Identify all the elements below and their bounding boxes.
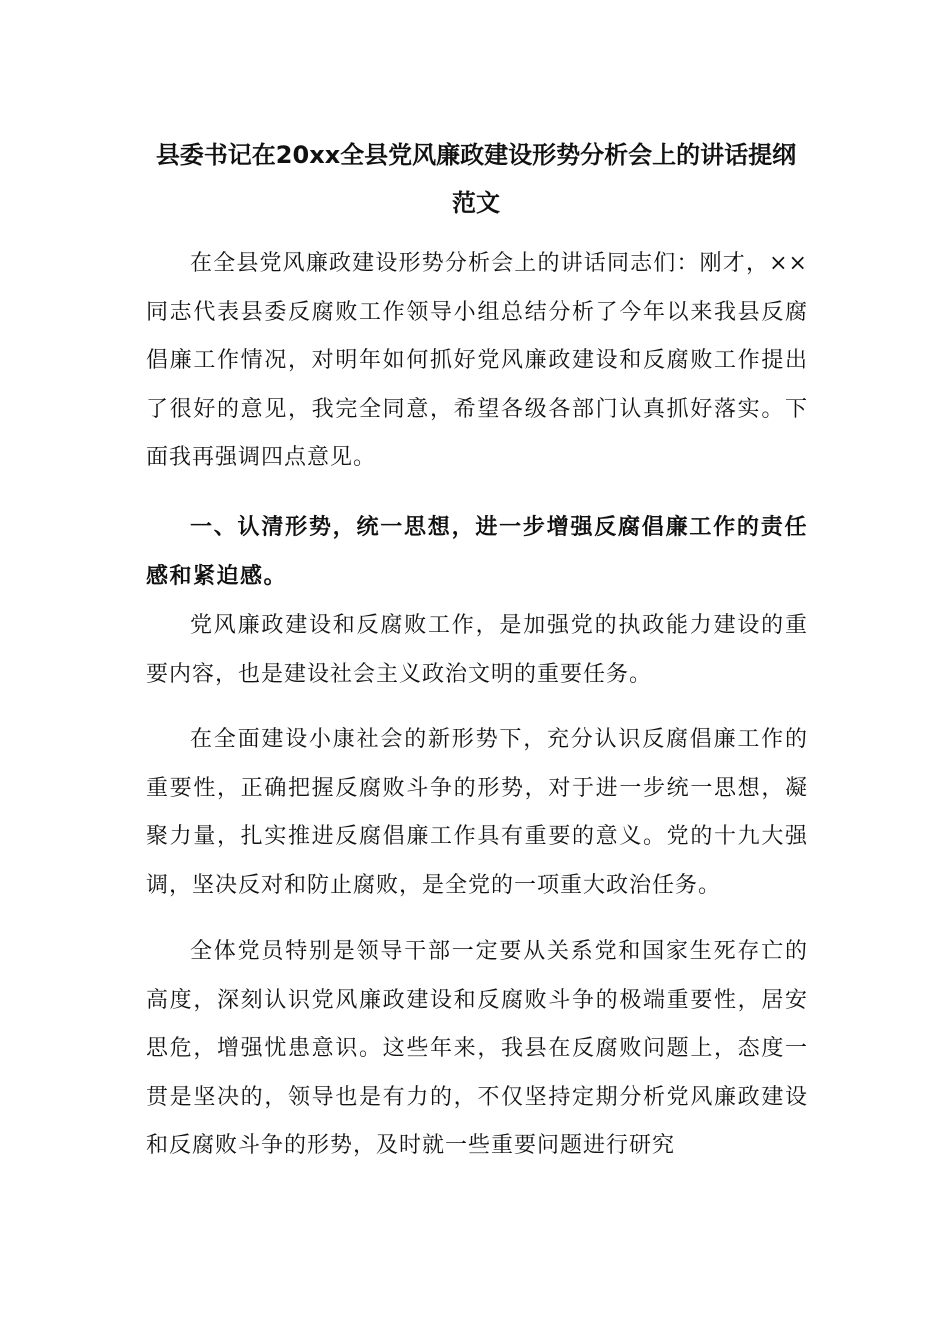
intro-paragraph: 在全县党风廉政建设形势分析会上的讲话同志们：刚才，××同志代表县委反腐败工作领导小组总结分析了今年以来我县反腐倡廉工作情况，对明年如何抓好党风廉政建设和反腐败工作提出了很好的意见，我完全同意，希望各级各部门认真抓好落实。下面我再强调四点意见。: [146, 251, 808, 470]
body-paragraph: 党风廉政建设和反腐败工作，是加强党的执政能力建设的重要内容，也是建设社会主义政治文明的重要任务。: [146, 613, 808, 687]
body-paragraph: 在全面建设小康社会的新形势下，充分认识反腐倡廉工作的重要性，正确把握反腐败斗争的形势，对于进一步统一思想，凝聚力量，扎实推进反腐倡廉工作具有重要的意义。党的十九大强调，坚决反对和防止腐败，是全党的一项重大政治任务。: [146, 727, 808, 898]
document-title: 县委书记在20xx全县党风廉政建设形势分析会上的讲话提纲范文: [155, 141, 797, 217]
body-paragraph: 全体党员特别是领导干部一定要从关系党和国家生死存亡的高度，深刻认识党风廉政建设和反腐败斗争的极端重要性，居安思危，增强忧患意识。这些年来，我县在反腐败问题上，态度一贯是坚决的，领导也是有力的，不仅坚持定期分析党风廉政建设和反腐败斗争的形势，及时就一些重要问题进行研究: [146, 939, 808, 1158]
section-heading: 一、认清形势，统一思想，进一步增强反腐倡廉工作的责任感和紧迫感。: [146, 515, 808, 589]
